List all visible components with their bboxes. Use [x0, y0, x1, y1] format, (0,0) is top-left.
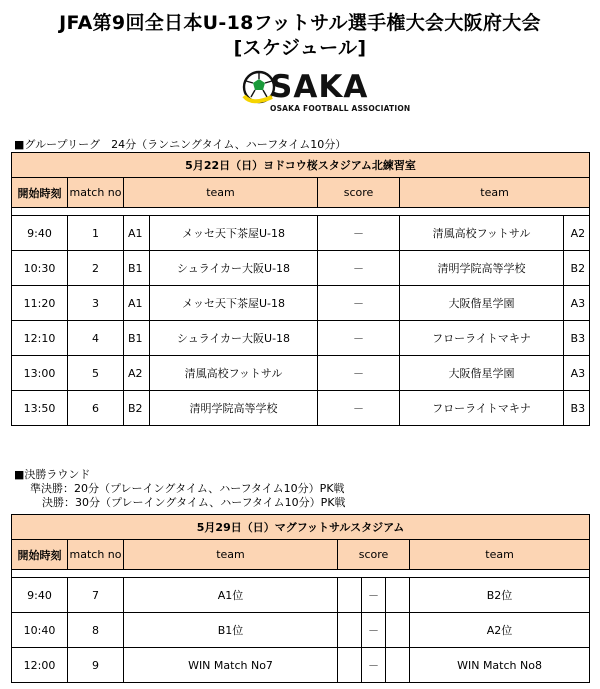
team-b-group: B3	[564, 321, 590, 356]
score: －	[318, 321, 400, 356]
team-b: 大阪偕星学園	[400, 286, 564, 321]
team-a-group: A1	[124, 286, 150, 321]
team-b: WIN Match No8	[410, 648, 590, 683]
team-a-group: B1	[124, 251, 150, 286]
team-a: 清明学院高等学校	[150, 391, 318, 426]
team-a: シュライカー大阪U-18	[150, 251, 318, 286]
score-a	[338, 648, 362, 683]
final-note: 決勝：30分（プレーイングタイム、ハーフタイム10分）PK戦	[42, 496, 346, 509]
score: －	[362, 578, 386, 613]
score-b	[386, 613, 410, 648]
score-a	[338, 613, 362, 648]
header-time: 開始時刻	[12, 540, 68, 570]
match-time: 10:30	[12, 251, 68, 286]
team-b-group: B2	[564, 251, 590, 286]
team-a: メッセ天下茶屋U-18	[150, 286, 318, 321]
team-a: シュライカー大阪U-18	[150, 321, 318, 356]
team-a-group: B2	[124, 391, 150, 426]
team-b: 清明学院高等学校	[400, 251, 564, 286]
table-row	[12, 648, 590, 683]
header-match-no: match no	[68, 178, 124, 208]
table-row	[12, 251, 590, 286]
team-a: WIN Match No7	[124, 648, 338, 683]
match-number: 7	[68, 578, 124, 613]
score: －	[362, 648, 386, 683]
venue-name: 5月22日（日）ヨドコウ桜スタジアム北練習室	[12, 153, 590, 178]
match-time: 12:00	[12, 648, 68, 683]
match-number: 6	[68, 391, 124, 426]
table-row	[12, 578, 590, 613]
header-row	[12, 178, 590, 208]
match-number: 1	[68, 216, 124, 251]
team-a: 清風高校フットサル	[150, 356, 318, 391]
match-number: 5	[68, 356, 124, 391]
score: －	[318, 356, 400, 391]
final-round-label: ■決勝ラウンド	[14, 468, 91, 481]
team-b: フローライトマキナ	[400, 391, 564, 426]
logo-word: SAKA	[270, 69, 369, 105]
team-b-group: A3	[564, 356, 590, 391]
logo-subtitle: OSAKA FOOTBALL ASSOCIATION	[270, 104, 411, 113]
table-row	[12, 613, 590, 648]
match-number: 2	[68, 251, 124, 286]
score: －	[318, 251, 400, 286]
osaka-fa-logo	[240, 66, 411, 116]
team-b: 清風高校フットサル	[400, 216, 564, 251]
match-time: 10:40	[12, 613, 68, 648]
table-row	[12, 321, 590, 356]
team-b-group: A2	[564, 216, 590, 251]
match-time: 9:40	[12, 216, 68, 251]
score-b	[386, 648, 410, 683]
team-a-group: A2	[124, 356, 150, 391]
score: －	[318, 286, 400, 321]
team-b-group: B3	[564, 391, 590, 426]
header-score: score	[338, 540, 410, 570]
header-match-no: match no	[68, 540, 124, 570]
team-b: A2位	[410, 613, 590, 648]
group-stage-label: ■グループリーグ 24分（ランニングタイム、ハーフタイム10分）	[14, 138, 347, 151]
match-number: 8	[68, 613, 124, 648]
match-number: 3	[68, 286, 124, 321]
page-subtitle: [スケジュール]	[233, 37, 367, 59]
team-a: A1位	[124, 578, 338, 613]
match-time: 9:40	[12, 578, 68, 613]
header-team-a: team	[124, 540, 338, 570]
group-stage-table	[11, 152, 590, 426]
match-time: 13:50	[12, 391, 68, 426]
table-row	[12, 391, 590, 426]
venue-row	[12, 515, 590, 540]
table-row	[12, 286, 590, 321]
page-title: JFA第9回全日本U-18フットサル選手権大会大阪府大会	[59, 12, 541, 34]
score: －	[318, 391, 400, 426]
team-a-group: A1	[124, 216, 150, 251]
team-b: フローライトマキナ	[400, 321, 564, 356]
score: －	[362, 613, 386, 648]
match-time: 13:00	[12, 356, 68, 391]
semifinal-note: 準決勝：20分（プレーイングタイム、ハーフタイム10分）PK戦	[30, 482, 345, 495]
table-row	[12, 356, 590, 391]
header-score: score	[318, 178, 400, 208]
match-number: 4	[68, 321, 124, 356]
venue-row	[12, 153, 590, 178]
table-row	[12, 216, 590, 251]
header-team-b: team	[400, 178, 590, 208]
match-time: 11:20	[12, 286, 68, 321]
team-a: B1位	[124, 613, 338, 648]
score: －	[318, 216, 400, 251]
team-a-group: B1	[124, 321, 150, 356]
score-b	[386, 578, 410, 613]
team-b-group: A3	[564, 286, 590, 321]
header-team-b: team	[410, 540, 590, 570]
header-row	[12, 540, 590, 570]
team-a: メッセ天下茶屋U-18	[150, 216, 318, 251]
team-b: B2位	[410, 578, 590, 613]
match-time: 12:10	[12, 321, 68, 356]
team-b: 大阪偕星学園	[400, 356, 564, 391]
score-a	[338, 578, 362, 613]
header-time: 開始時刻	[12, 178, 68, 208]
final-round-table	[11, 514, 590, 683]
venue-name: 5月29日（日）マグフットサルスタジアム	[12, 515, 590, 540]
match-number: 9	[68, 648, 124, 683]
header-team-a: team	[124, 178, 318, 208]
